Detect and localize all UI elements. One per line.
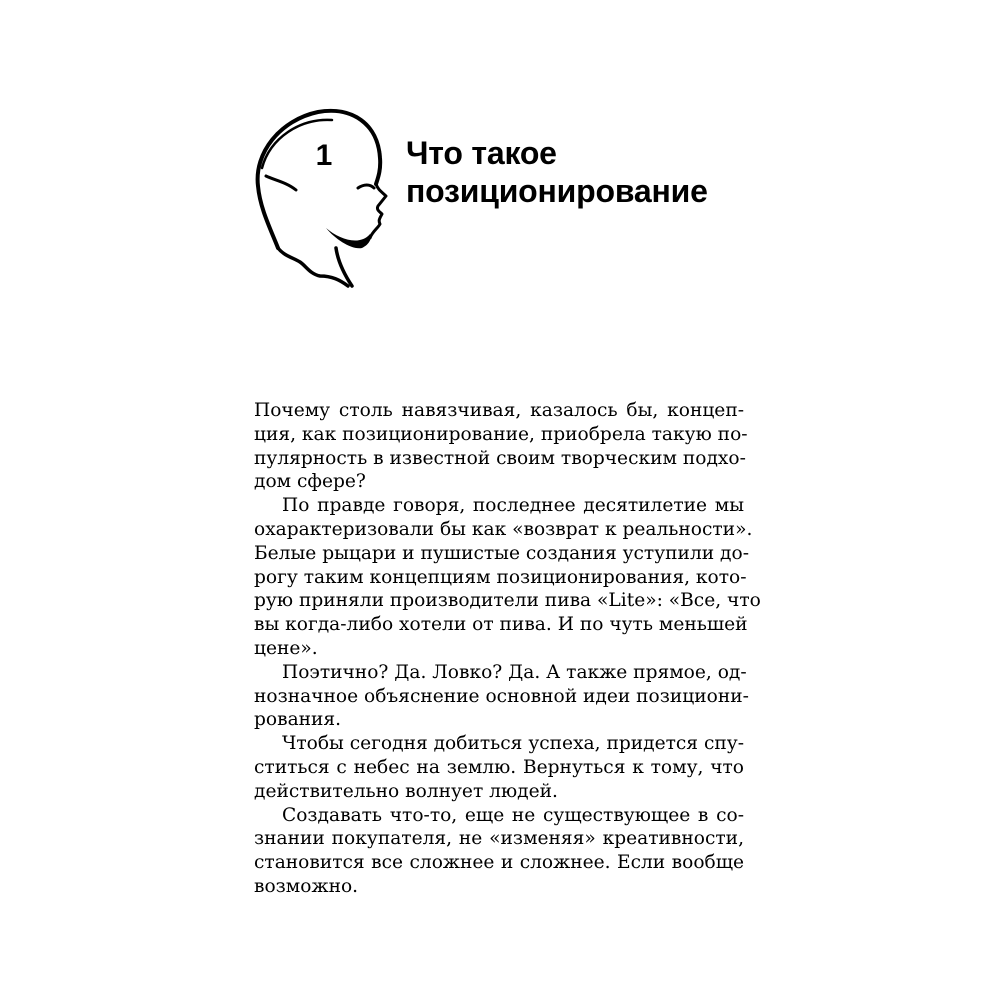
text-line: дом сфере?: [254, 471, 366, 493]
text-line: рогу таким концепциям позиционирования, кото-: [254, 566, 747, 588]
head-profile-icon: [240, 98, 400, 294]
text-line: знании покупателя, не «изменяя» креативности,: [254, 828, 744, 850]
text-line: Чтобы сегодня добиться успеха, придется спу-: [282, 733, 744, 755]
text-line: становится все сложнее и сложнее. Если вообще: [254, 852, 744, 874]
chapter-title-line: позиционирование: [406, 173, 708, 209]
text-line: Почему столь навязчивая, казалось бы, концеп-: [254, 400, 744, 421]
text-line: нозначное объяснение основной идеи позициони-: [254, 685, 749, 707]
chapter-number: 1: [315, 139, 333, 172]
text-line: рую приняли производители пива «Lite»: «Все, что: [254, 590, 761, 612]
text-line: возможно.: [254, 875, 359, 897]
body-text: [254, 399, 761, 899]
text-line: цене».: [254, 637, 318, 659]
text-line: ция, как позиционирование, приобрела такую по-: [254, 423, 748, 445]
text-line: Поэтично? Да. Ловко? Да. А также прямое, од-: [282, 661, 747, 683]
text-line: Создавать что-то, еще не существующее в со-: [282, 804, 744, 826]
text-line: рования.: [254, 709, 342, 731]
text-line: ститься с небес на землю. Вернуться к тому, что: [254, 756, 744, 778]
text-line: Белые рыцари и пушистые создания уступили до-: [254, 542, 749, 564]
chapter-title: [406, 134, 786, 210]
chapter-title-line: Что такое: [406, 135, 557, 171]
text-line: пулярность в известной своим творческим подхо-: [254, 447, 746, 469]
text-line: По правде говоря, последнее десятилетие мы: [282, 495, 744, 517]
head-profile-illustration: [240, 98, 400, 294]
text-line: вы когда-либо хотели от пива. И по чуть меньшей: [254, 614, 748, 636]
text-line: действительно волнует людей.: [254, 780, 558, 802]
text-line: охарактеризовали бы как «возврат к реальности».: [254, 518, 753, 540]
